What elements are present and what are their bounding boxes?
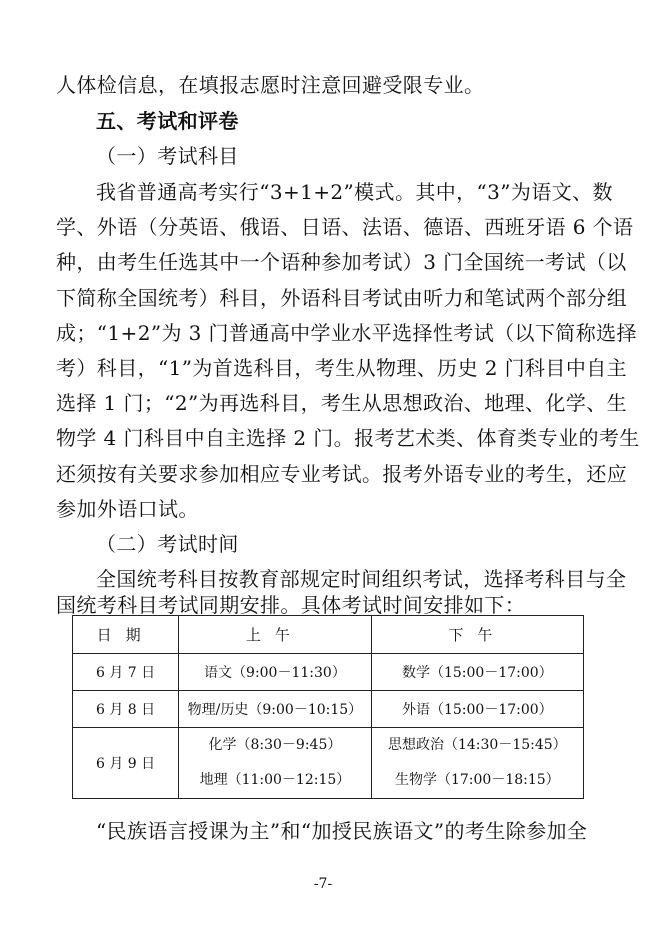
morning-cell: 物理/历史（9:00－10:15） <box>179 691 372 728</box>
body-line: 参加外语口试。 <box>56 497 199 521</box>
table-header-row <box>73 616 584 654</box>
afternoon-cell: 外语（15:00－17:00） <box>371 691 583 728</box>
date-cell: 6 月 7 日 <box>73 654 179 691</box>
section-heading: 五、考试和评卷 <box>96 109 239 133</box>
body-line: 学、外语（分英语、俄语、日语、法语、德语、西班牙语 6 个语 <box>56 215 634 239</box>
date-cell: 6 月 9 日 <box>73 728 179 799</box>
subsection-heading: （二）考试时间 <box>96 532 239 556</box>
table-row <box>73 654 584 691</box>
page-number: -7- <box>313 876 333 892</box>
morning-cell <box>179 728 372 799</box>
subsection-heading: （一）考试科目 <box>96 144 239 168</box>
body-line: 全国统考科目按教育部规定时间组织考试，选择考科目与全 <box>96 567 627 591</box>
afternoon-cell <box>371 728 583 799</box>
morning-cell: 语文（9:00－11:30） <box>179 654 372 691</box>
body-line: 选择 1 门；“2”为再选科目，考生从思想政治、地理、化学、生 <box>56 391 628 415</box>
table-row <box>73 728 584 799</box>
header-date: 日期 <box>73 616 179 654</box>
body-line: 物学 4 门科目中自主选择 2 门。报考艺术类、体育类专业的考生 <box>56 426 640 450</box>
body-line: 我省普通高考实行“3+1+2”模式。其中，“3”为语文、数 <box>96 180 613 204</box>
body-line: 成；“1+2”为 3 门普通高中学业水平选择性考试（以下简称选择 <box>56 321 637 345</box>
body-line: 考）科目，“1”为首选科目，考生从物理、历史 2 门科目中自主 <box>56 356 628 380</box>
header-morning: 上午 <box>179 616 372 654</box>
morning-exam: 地理（11:00－12:15） <box>199 772 351 788</box>
exam-schedule-table <box>72 615 584 799</box>
body-line: 国统考科目考试同期安排。具体考试时间安排如下： <box>56 593 526 617</box>
afternoon-cell: 数学（15:00－17:00） <box>371 654 583 691</box>
date-cell: 6 月 8 日 <box>73 691 179 728</box>
body-line: “民族语言授课为主”和“加授民族语文”的考生除参加全 <box>96 819 588 843</box>
afternoon-exam: 思想政治（14:30－15:45） <box>387 737 567 753</box>
body-line: 还须按有关要求参加相应专业考试。报考外语专业的考生，还应 <box>56 462 628 486</box>
body-line: 人体检信息，在填报志愿时注意回避受限专业。 <box>56 73 485 97</box>
body-line: 种，由考生任选其中一个语种参加考试）3 门全国统一考试（以 <box>56 250 627 274</box>
afternoon-exam: 生物学（17:00－18:15） <box>394 772 560 788</box>
header-afternoon: 下午 <box>371 616 583 654</box>
body-line: 下简称全国统考）科目，外语科目考试由听力和笔试两个部分组 <box>56 286 628 310</box>
morning-exam: 化学（8:30－9:45） <box>208 737 342 753</box>
table-row <box>73 691 584 728</box>
